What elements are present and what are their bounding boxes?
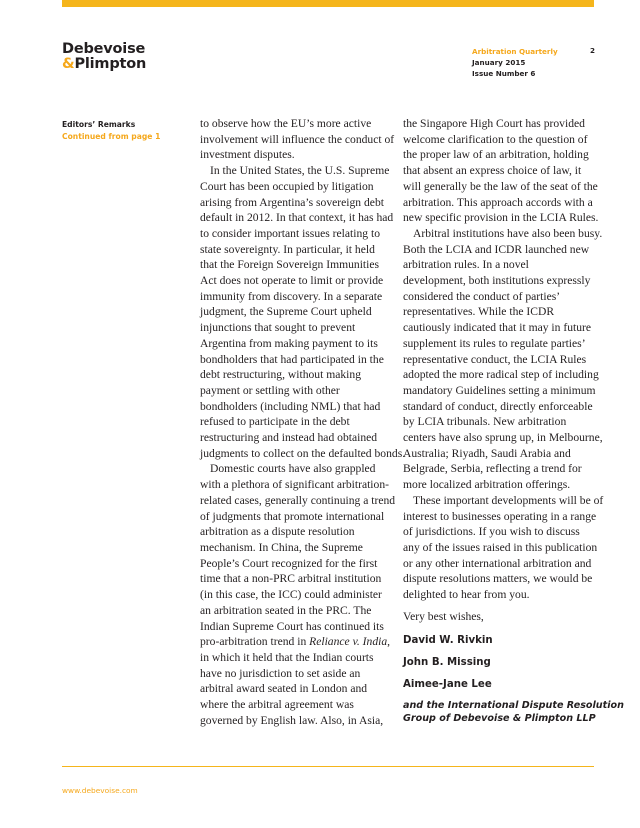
text-line: that the Foreign Sovereign Immunities (200, 258, 380, 272)
text-line: Belgrade, Serbia, reflecting a trend for (403, 462, 582, 476)
org-line-1: and the International Dispute Resolution (403, 699, 624, 711)
text-line: Act does not operate to limit or provide (200, 274, 384, 288)
text-line: immunity from discovery. In a separate (200, 289, 383, 303)
text-line: the Singapore High Court has provided (403, 117, 585, 130)
paragraph (200, 116, 394, 163)
text-line: bondholders that had participated in the (200, 352, 384, 366)
text-line: involvement will influence the conduct of (200, 132, 395, 146)
logo-line-1: Debevoise (62, 41, 146, 57)
text-line: governed by English law. Also, in Asia, (200, 713, 384, 727)
footer-url-link[interactable]: www.debevoise.com (62, 786, 138, 795)
text-line: of jurisdictions. If you wish to discuss (403, 525, 580, 539)
text-line: pro-arbitration trend in Reliance v. India, (200, 635, 391, 649)
text-line: supplement its rules to regulate parties’ (403, 336, 586, 350)
text-line: restructuring and instead had obtained (200, 431, 378, 445)
text-line: with a plethora of significant arbitration- (200, 478, 389, 492)
paragraph (403, 116, 599, 226)
paragraph (403, 226, 603, 493)
text-line: related cases, generally continuing a trend (200, 493, 396, 507)
text-line: default in 2012. In that context, it has had (200, 211, 394, 225)
text-line: delighted to hear from you. (403, 588, 530, 602)
text-line: Arbitral institutions have also been busy. (413, 226, 603, 240)
text-line: arbitration. This approach accords with a (403, 195, 593, 209)
logo-ampersand: & (62, 56, 75, 72)
text-line: representatives. While the ICDR (403, 305, 555, 319)
text-line: arbitral award seated in London and (200, 682, 368, 696)
text-line: Indian Supreme Court has continued its (200, 619, 384, 633)
text-line: arising from Argentina’s sovereign debt (200, 195, 384, 209)
continued-note: Continued from page 1 (62, 132, 161, 141)
text-line: centers have also sprung up, in Melbourne, (403, 431, 603, 445)
text-line: in which it held that the Indian courts (200, 650, 374, 664)
text-line: more localized arbitration offerings. (403, 478, 571, 492)
masthead (472, 46, 558, 79)
paragraph (200, 461, 394, 728)
issue-date: January 2015 (472, 58, 526, 67)
text-line: Argentina from making payment to its (200, 336, 378, 350)
text-line: cautiously indicated that it may in future (403, 321, 592, 335)
text-line: (in this case, the ICC) could administer (200, 588, 382, 602)
signature-3: Aimee-Jane Lee (403, 678, 492, 690)
text-line: or any other international arbitration and (403, 556, 592, 570)
logo-line-2 (62, 57, 146, 72)
text-line: arbitration rules. In a novel (403, 258, 529, 272)
text-line: judgments to collect on the defaulted bonds. (200, 446, 406, 460)
page-number: 2 (590, 46, 596, 55)
text-line: welcome clarification to the question of (403, 132, 588, 146)
text-line: time that a non-PRC arbitral institution (200, 572, 382, 586)
text-line: development, both institutions expressly (403, 274, 591, 288)
text-line: Both the LCIA and ICDR launched new (403, 242, 590, 256)
publication-name: Arbitration Quarterly (472, 47, 558, 56)
text-line: injunctions that sought to prevent (200, 321, 356, 335)
text-line: Court has been occupied by litigation (200, 179, 374, 193)
text-line: the proper law of an arbitration, holding (403, 148, 589, 162)
text-line: debt restructuring, without making (200, 368, 361, 382)
section-title: Editors’ Remarks (62, 120, 136, 129)
text-line: bondholders (including NML) that had (200, 399, 381, 413)
body-column-2 (403, 116, 624, 725)
text-line: where the arbitral agreement was (200, 698, 354, 712)
signature-2: John B. Missing (403, 656, 491, 668)
text-line: judgment, the Supreme Court upheld (200, 305, 372, 319)
org-line-2: Group of Debevoise & Plimpton LLP (403, 712, 596, 724)
logo-line-2-text: Plimpton (74, 56, 147, 72)
text-line: any of the issues raised in this publication (403, 540, 598, 554)
text-line: new specific provision in the LCIA Rules. (403, 211, 599, 225)
text-line: mechanism. In China, the Supreme (200, 540, 363, 554)
paragraph (200, 163, 406, 461)
case-name: Reliance v. India (309, 635, 388, 649)
closing-line: Very best wishes, (403, 609, 484, 623)
sidebar (62, 119, 160, 143)
text-line: to consider important issues relating to (200, 226, 380, 240)
text-line: These important developments will be of (413, 493, 604, 507)
text-line: investment disputes. (200, 148, 295, 162)
text-line: an arbitration seated in the PRC. The (200, 603, 372, 617)
text-line: dispute resolutions matters, we would be (403, 572, 593, 586)
text-line: have no jurisdiction to set aside an (200, 666, 361, 680)
text-line: People’s Court recognized for the first (200, 556, 378, 570)
body-column-1 (200, 116, 406, 728)
text-line: of judgments that promote international (200, 509, 385, 523)
text-line: to observe how the EU’s more active (200, 117, 372, 130)
text-line: by LCIA tribunals. New arbitration (403, 415, 567, 429)
text-line: payment or settling with other (200, 383, 340, 397)
signature-1: David W. Rivkin (403, 634, 493, 646)
text-line: considered the conduct of parties’ (403, 289, 561, 303)
issue-number: Issue Number 6 (472, 69, 536, 78)
paragraph (403, 493, 604, 603)
text-line: Australia; Riyadh, Saudi Arabia and (403, 446, 571, 460)
text-line: Domestic courts have also grappled (210, 462, 376, 476)
top-accent-bar (62, 0, 594, 7)
text-line: adopted the more radical step of including (403, 368, 599, 382)
text-line: mandatory Guidelines setting a minimum (403, 383, 596, 397)
text-line: interest to businesses operating in a range (403, 509, 597, 523)
signature-organization (403, 699, 624, 725)
text-line: will generally be the law of the seat of the (403, 179, 598, 193)
text-line: state sovereignty. In particular, it held (200, 242, 375, 256)
footer-rule (62, 766, 594, 767)
text-line: arbitration as a dispute resolution (200, 525, 355, 539)
firm-logo (62, 42, 146, 72)
text-line: representative conduct, the LCIA Rules (403, 352, 587, 366)
text-line: that absent an express choice of law, it (403, 164, 582, 178)
text-line: standard of conduct, directly enforceable (403, 399, 593, 413)
text-line: refused to participate in the debt (200, 415, 350, 429)
text-line: In the United States, the U.S. Supreme (210, 164, 390, 178)
